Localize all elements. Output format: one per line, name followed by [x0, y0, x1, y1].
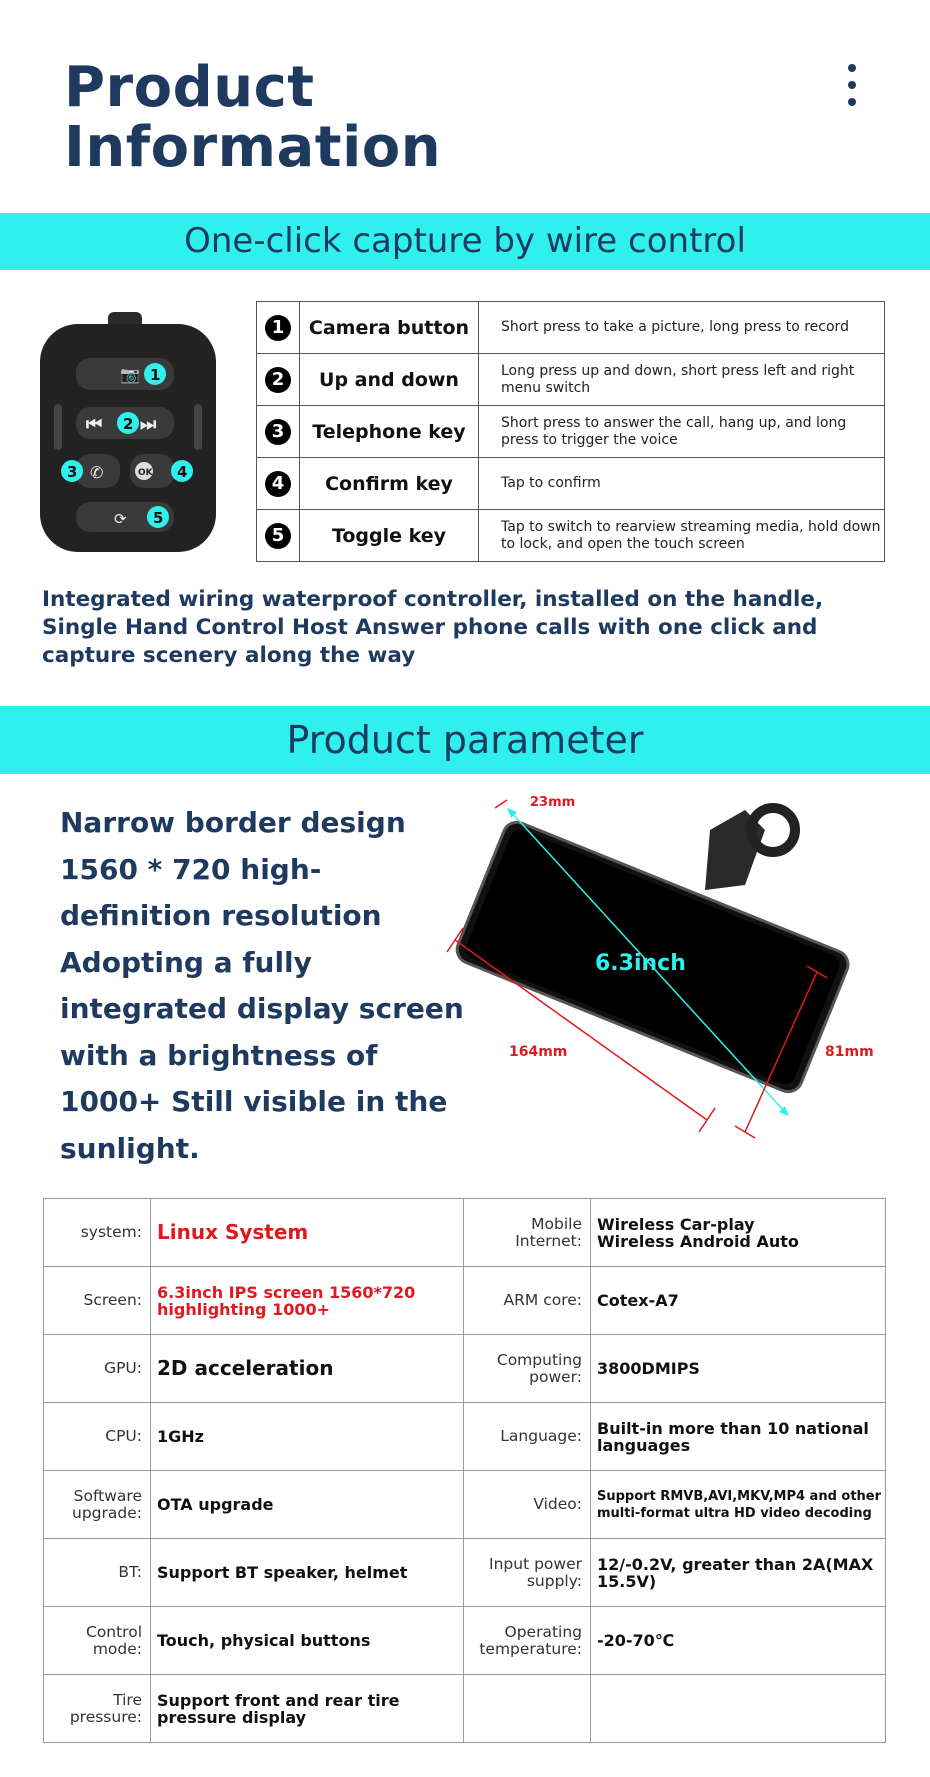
button-desc: Short press to answer the call, hang up, and long press to trigger the voice	[479, 406, 885, 458]
table-row	[257, 510, 885, 562]
spec-label: CPU:	[44, 1403, 151, 1471]
spec-value: Touch, physical buttons	[151, 1607, 464, 1675]
spec-value: Built-in more than 10 national languages	[591, 1403, 886, 1471]
table-row	[44, 1675, 886, 1743]
svg-text:📷: 📷	[120, 365, 140, 384]
spec-value: Wireless Car-play Wireless Android Auto	[591, 1199, 886, 1267]
svg-text:✆: ✆	[90, 463, 104, 482]
button-name: Toggle key	[300, 510, 479, 562]
number-badge: 5	[265, 523, 291, 549]
spec-label: system:	[44, 1199, 151, 1267]
svg-text:1: 1	[150, 366, 161, 384]
table-row	[44, 1403, 886, 1471]
length-label: 164mm	[509, 1044, 568, 1060]
button-desc: Tap to switch to rearview streaming media, hold down to lock, and open the touch screen	[479, 510, 885, 562]
spec-label: Operating temperature:	[464, 1607, 591, 1675]
spec-label: Screen:	[44, 1267, 151, 1335]
remote-control-image	[40, 312, 240, 562]
table-row	[44, 1471, 886, 1539]
number-badge: 4	[265, 471, 291, 497]
svg-text:5: 5	[153, 509, 164, 527]
spec-value: 12/-0.2V, greater than 2A(MAX 15.5V)	[591, 1539, 886, 1607]
spec-label: Control mode:	[44, 1607, 151, 1675]
table-row	[257, 458, 885, 510]
table-row	[257, 354, 885, 406]
spec-value: Support RMVB,AVI,MKV,MP4 and other multi-format ultra HD video decoding	[591, 1471, 886, 1539]
button-desc: Short press to take a picture, long press to record	[479, 302, 885, 354]
number-badge: 3	[265, 419, 291, 445]
spec-label: Mobile Internet:	[464, 1199, 591, 1267]
page-title: Product Information	[64, 55, 442, 180]
table-row	[257, 302, 885, 354]
spec-value: 6.3inch IPS screen 1560*720 highlighting 1000+	[151, 1267, 464, 1335]
spec-value: 1GHz	[151, 1403, 464, 1471]
table-row	[44, 1607, 886, 1675]
button-name: Confirm key	[300, 458, 479, 510]
svg-text:OK: OK	[138, 468, 153, 478]
spec-label: BT:	[44, 1539, 151, 1607]
table-row	[257, 406, 885, 458]
svg-text:⟳: ⟳	[114, 510, 127, 528]
spec-value: Cotex-A7	[591, 1267, 886, 1335]
display-description: Narrow border design 1560 * 720 high-definition resolution Adopting a fully integrated display screen with a brightness of 1000+ Still visible in the sunlight.	[60, 806, 464, 1165]
number-badge: 1	[265, 315, 291, 341]
button-name: Up and down	[300, 354, 479, 406]
svg-text:⏭: ⏭	[140, 414, 157, 435]
spec-label: GPU:	[44, 1335, 151, 1403]
spec-label	[464, 1675, 591, 1743]
button-desc: Tap to confirm	[479, 458, 885, 510]
number-badge: 2	[265, 367, 291, 393]
mount-bracket	[705, 808, 795, 890]
spec-value: 3800DMIPS	[591, 1335, 886, 1403]
banner-wire-control: One-click capture by wire control	[0, 213, 930, 270]
banner-product-parameter: Product parameter	[0, 706, 930, 774]
spec-value	[591, 1675, 886, 1743]
spec-value: Linux System	[151, 1199, 464, 1267]
spec-table	[43, 1198, 886, 1743]
svg-text:⏮: ⏮	[86, 414, 103, 435]
spec-value: Support front and rear tire pressure display	[151, 1675, 464, 1743]
screen-dimension-figure	[445, 790, 895, 1150]
spec-label: Language:	[464, 1403, 591, 1471]
svg-text:4: 4	[177, 463, 188, 481]
spec-label: Computing power:	[464, 1335, 591, 1403]
button-name: Camera button	[300, 302, 479, 354]
spec-value: 2D acceleration	[151, 1335, 464, 1403]
spec-label: Video:	[464, 1471, 591, 1539]
spec-value: Support BT speaker, helmet	[151, 1539, 464, 1607]
spec-label: ARM core:	[464, 1267, 591, 1335]
spec-label: Input power supply:	[464, 1539, 591, 1607]
button-desc: Long press up and down, short press left and right menu switch	[479, 354, 885, 406]
buttons-table	[256, 301, 885, 562]
bezel-label: 23mm	[530, 795, 576, 810]
svg-text:2: 2	[123, 415, 134, 433]
spec-label: Tire pressure:	[44, 1675, 151, 1743]
table-row	[44, 1539, 886, 1607]
svg-text:3: 3	[67, 463, 78, 481]
diagonal-label: 6.3inch	[595, 951, 686, 976]
table-row	[44, 1335, 886, 1403]
spec-label: Software upgrade:	[44, 1471, 151, 1539]
intro-text: Integrated wiring waterproof controller, installed on the handle, Single Hand Control Host Answer phone calls with one click and capture scenery along the way	[42, 587, 824, 668]
table-row	[44, 1199, 886, 1267]
spec-value: -20-70℃	[591, 1607, 886, 1675]
table-row	[44, 1267, 886, 1335]
height-label: 81mm	[825, 1044, 874, 1060]
spec-value: OTA upgrade	[151, 1471, 464, 1539]
more-options-icon[interactable]	[845, 64, 859, 106]
button-name: Telephone key	[300, 406, 479, 458]
